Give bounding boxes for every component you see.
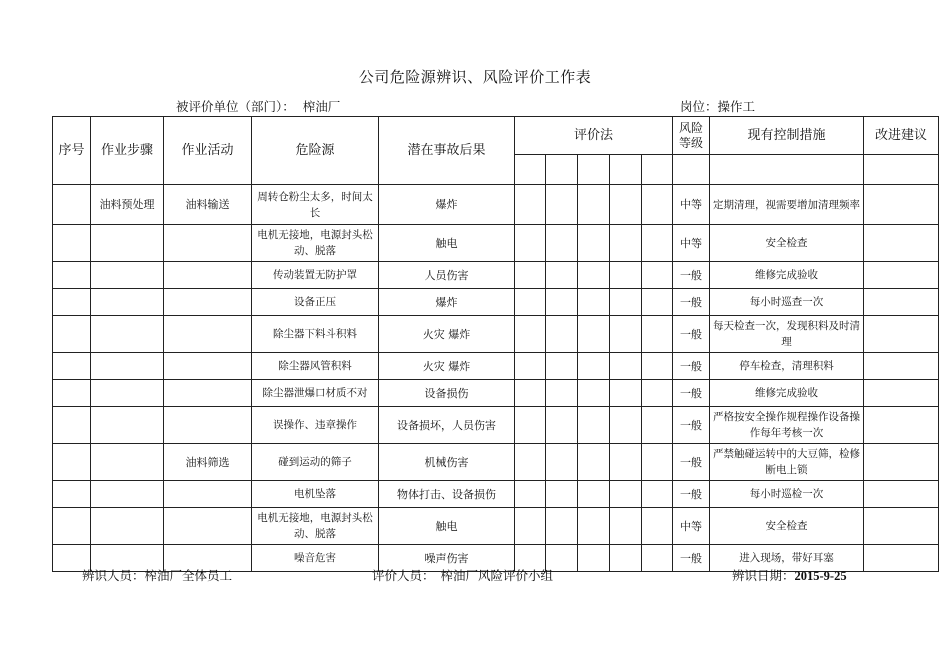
cell-method: [515, 407, 546, 444]
table-row: [53, 353, 939, 380]
cell-activity: [164, 289, 252, 316]
identifier: [82, 566, 232, 584]
cell-method: [578, 407, 610, 444]
cell-method: [546, 481, 578, 508]
cell-activity: 油料输送: [164, 185, 252, 225]
header-level: 风险等级: [673, 117, 710, 155]
cell-hazard: 电机坠落: [252, 481, 379, 508]
cell-control: 定期清理，视需要增加清理频率: [710, 185, 864, 225]
cell-method: [515, 508, 546, 545]
cell-seq: [53, 444, 91, 481]
cell-control: 严禁触碰运转中的大豆筛，检修断电上锁: [710, 444, 864, 481]
cell-hazard: 设备正压: [252, 289, 379, 316]
identification-date: [732, 566, 847, 584]
cell-consequence: 触电: [379, 225, 515, 262]
cell-level: 一般: [673, 262, 710, 289]
cell-activity: [164, 380, 252, 407]
cell-method: [546, 407, 578, 444]
method-sub-col: [610, 155, 642, 185]
cell-method: [515, 289, 546, 316]
evaluated-unit: [176, 97, 340, 115]
identifier-label: 辨识人员：: [82, 568, 145, 583]
cell-suggestion: [864, 481, 939, 508]
cell-method: [578, 262, 610, 289]
cell-step: [91, 289, 164, 316]
cell-seq: [53, 380, 91, 407]
cell-method: [546, 185, 578, 225]
cell-consequence: 爆炸: [379, 289, 515, 316]
cell-step: [91, 508, 164, 545]
cell-control: 每小时巡检一次: [710, 481, 864, 508]
cell-seq: [53, 262, 91, 289]
cell-method: [546, 444, 578, 481]
cell-consequence: 火灾 爆炸: [379, 353, 515, 380]
table-row: [53, 444, 939, 481]
cell-method: [610, 225, 642, 262]
cell-seq: [53, 407, 91, 444]
header-method: 评价法: [515, 117, 673, 155]
method-sub-col: [515, 155, 546, 185]
cell-activity: [164, 225, 252, 262]
cell-method: [546, 262, 578, 289]
cell-seq: [53, 289, 91, 316]
cell-method: [515, 262, 546, 289]
cell-method: [610, 444, 642, 481]
cell-method: [642, 185, 673, 225]
table-row: [53, 225, 939, 262]
cell-consequence: 触电: [379, 508, 515, 545]
table-row: [53, 481, 939, 508]
cell-seq: [53, 481, 91, 508]
cell-activity: 油料筛选: [164, 444, 252, 481]
table-row: [53, 407, 939, 444]
cell-level: 一般: [673, 316, 710, 353]
cell-method: [578, 380, 610, 407]
table-row: [53, 185, 939, 225]
cell-method: [515, 444, 546, 481]
suggestion-sub-col: [864, 155, 939, 185]
cell-activity: [164, 407, 252, 444]
cell-control: 安全检查: [710, 225, 864, 262]
cell-method: [515, 225, 546, 262]
cell-step: [91, 353, 164, 380]
method-sub-col: [546, 155, 578, 185]
cell-suggestion: [864, 225, 939, 262]
cell-consequence: 设备损伤: [379, 380, 515, 407]
cell-activity: [164, 316, 252, 353]
cell-control: 每天检查一次，发现积料及时清理: [710, 316, 864, 353]
cell-method: [515, 185, 546, 225]
cell-step: 油料预处理: [91, 185, 164, 225]
cell-level: 一般: [673, 545, 710, 572]
cell-activity: [164, 262, 252, 289]
cell-method: [610, 380, 642, 407]
cell-method: [610, 262, 642, 289]
cell-method: [642, 225, 673, 262]
cell-hazard: 碰到运动的筛子: [252, 444, 379, 481]
cell-level: 中等: [673, 225, 710, 262]
date-value: 2015-9-25: [794, 569, 847, 583]
cell-consequence: 物体打击、设备损伤: [379, 481, 515, 508]
cell-step: [91, 481, 164, 508]
cell-method: [642, 444, 673, 481]
control-sub-col: [710, 155, 864, 185]
cell-consequence: 爆炸: [379, 185, 515, 225]
cell-step: [91, 316, 164, 353]
method-sub-col: [578, 155, 610, 185]
cell-hazard: 噪音危害: [252, 545, 379, 572]
identifier-value: 榨油厂全体员工: [144, 568, 233, 583]
cell-seq: [53, 508, 91, 545]
cell-activity: [164, 481, 252, 508]
cell-consequence: 设备损坏，人员伤害: [379, 407, 515, 444]
cell-method: [578, 225, 610, 262]
cell-method: [642, 545, 673, 572]
cell-method: [642, 353, 673, 380]
cell-level: 一般: [673, 353, 710, 380]
cell-control: 进入现场，带好耳塞: [710, 545, 864, 572]
header-hazard: 危险源: [252, 117, 379, 185]
cell-suggestion: [864, 380, 939, 407]
cell-method: [578, 508, 610, 545]
post: [680, 97, 755, 115]
cell-method: [610, 481, 642, 508]
cell-hazard: 误操作、违章操作: [252, 407, 379, 444]
cell-method: [515, 380, 546, 407]
evaluated-unit-value: 榨油厂: [302, 99, 341, 114]
level-sub-col: [673, 155, 710, 185]
cell-control: 停车检查，清理积料: [710, 353, 864, 380]
cell-method: [642, 407, 673, 444]
cell-level: 中等: [673, 185, 710, 225]
cell-method: [546, 380, 578, 407]
cell-method: [610, 353, 642, 380]
cell-suggestion: [864, 353, 939, 380]
cell-step: [91, 225, 164, 262]
cell-method: [546, 353, 578, 380]
cell-method: [546, 289, 578, 316]
table-row: [53, 380, 939, 407]
cell-consequence: 火灾 爆炸: [379, 316, 515, 353]
cell-level: 中等: [673, 508, 710, 545]
evaluated-unit-label: 被评价单位（部门）：: [176, 99, 295, 114]
cell-seq: [53, 225, 91, 262]
cell-method: [610, 545, 642, 572]
cell-hazard: 传动装置无防护罩: [252, 262, 379, 289]
table-row: [53, 262, 939, 289]
cell-level: 一般: [673, 481, 710, 508]
cell-method: [578, 316, 610, 353]
header-seq: 序号: [53, 117, 91, 185]
cell-method: [610, 316, 642, 353]
cell-consequence: 机械伤害: [379, 444, 515, 481]
header-suggestion: 改进建议: [864, 117, 939, 155]
cell-control: 维修完成验收: [710, 380, 864, 407]
cell-step: [91, 262, 164, 289]
cell-suggestion: [864, 508, 939, 545]
cell-activity: [164, 353, 252, 380]
method-sub-col: [642, 155, 673, 185]
cell-hazard: 除尘器下料斗积料: [252, 316, 379, 353]
header-step: 作业步骤: [91, 117, 164, 185]
cell-method: [642, 380, 673, 407]
cell-step: [91, 380, 164, 407]
evaluator-value: 榨油厂风险评价小组: [440, 568, 554, 583]
cell-seq: [53, 353, 91, 380]
page-title: 公司危险源辨识、风险评价工作表: [358, 68, 592, 86]
cell-seq: [53, 185, 91, 225]
date-label: 辨识日期：: [732, 568, 795, 583]
cell-control: 严格按安全操作规程操作设备操作每年考核一次: [710, 407, 864, 444]
table-row: [53, 289, 939, 316]
cell-consequence: 人员伤害: [379, 262, 515, 289]
evaluator-label: 评价人员：: [372, 568, 435, 583]
cell-method: [515, 481, 546, 508]
cell-hazard: 电机无接地，电源封头松动、脱落: [252, 225, 379, 262]
cell-hazard: 除尘器风管积料: [252, 353, 379, 380]
cell-suggestion: [864, 185, 939, 225]
cell-method: [610, 407, 642, 444]
cell-method: [610, 185, 642, 225]
cell-hazard: 周转仓粉尘太多，时间太长: [252, 185, 379, 225]
cell-suggestion: [864, 545, 939, 572]
cell-method: [546, 225, 578, 262]
cell-control: 维修完成验收: [710, 262, 864, 289]
cell-method: [642, 508, 673, 545]
cell-control: 每小时巡查一次: [710, 289, 864, 316]
cell-method: [578, 289, 610, 316]
cell-method: [610, 508, 642, 545]
cell-method: [642, 316, 673, 353]
post-value: 操作工: [717, 99, 756, 114]
cell-method: [578, 444, 610, 481]
cell-method: [546, 508, 578, 545]
cell-suggestion: [864, 262, 939, 289]
cell-consequence: 噪声伤害: [379, 545, 515, 572]
header-control: 现有控制措施: [710, 117, 864, 155]
cell-step: [91, 444, 164, 481]
cell-suggestion: [864, 289, 939, 316]
cell-method: [642, 289, 673, 316]
cell-method: [578, 545, 610, 572]
cell-method: [578, 353, 610, 380]
cell-method: [515, 353, 546, 380]
post-label: 岗位：: [680, 99, 718, 114]
cell-level: 一般: [673, 444, 710, 481]
cell-suggestion: [864, 444, 939, 481]
table-row: [53, 508, 939, 545]
table-row: [53, 316, 939, 353]
cell-suggestion: [864, 316, 939, 353]
cell-level: 一般: [673, 289, 710, 316]
cell-method: [578, 481, 610, 508]
evaluator: [372, 566, 553, 584]
cell-control: 安全检查: [710, 508, 864, 545]
cell-suggestion: [864, 407, 939, 444]
cell-method: [546, 316, 578, 353]
cell-method: [515, 316, 546, 353]
cell-seq: [53, 316, 91, 353]
header-consequence: 潜在事故后果: [379, 117, 515, 185]
cell-level: 一般: [673, 407, 710, 444]
cell-hazard: 电机无接地，电源封头松动、脱落: [252, 508, 379, 545]
cell-step: [91, 407, 164, 444]
cell-method: [642, 262, 673, 289]
cell-level: 一般: [673, 380, 710, 407]
cell-method: [578, 185, 610, 225]
cell-hazard: 除尘器泄爆口材质不对: [252, 380, 379, 407]
cell-method: [642, 481, 673, 508]
cell-activity: [164, 508, 252, 545]
cell-method: [610, 289, 642, 316]
risk-assessment-table: [52, 116, 939, 572]
header-activity: 作业活动: [164, 117, 252, 185]
